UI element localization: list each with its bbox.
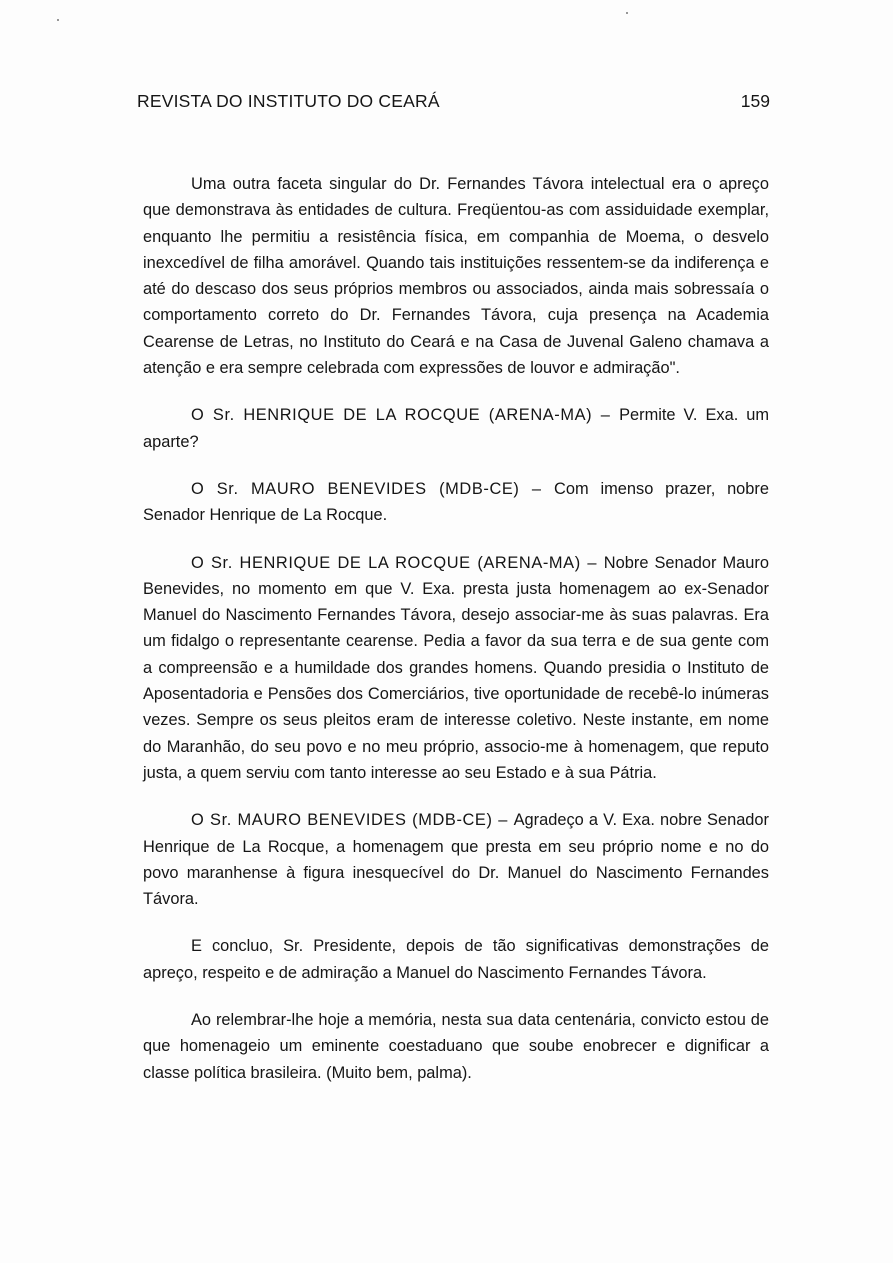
- paragraph-text: Uma outra faceta singular do Dr. Fernandes Távora intelectual era o apreço que demonstrava às entidades de cultura. Freqüentou-as com assiduidade exemplar, enquanto lhe permitiu a resistência física, em companhia de Moema, o desvelo inexcedível de filha amorável. Quando tais instituições ressentem-se da indiferença e até do descaso dos seus próprios membros ou associados, ainda mais sobressaía o comportamento correto do Dr. Fernandes Távora, cuja presença na Academia Cearense de Letras, no Instituto do Ceará e na Casa de Juvenal Galeno chamava a atenção e era sempre celebrada com expressões de louvor e admiração".: [143, 175, 769, 378]
- paragraph-aparte-request: [143, 402, 769, 455]
- running-header: [137, 91, 770, 117]
- speech-text: Nobre Senador Mauro Benevides, no momento em que V. Exa. presta justa homenagem ao ex-Senador Manuel do Nascimento Fernandes Távora, desejo associar-me às suas palavras. Era um fidalgo o representante cearense. Pedia a favor da sua terra e de sua gente com a compreensão e a humildade dos grandes homens. Quando presidia o Instituto de Aposentadoria e Pensões dos Comerciários, tive oportunidade de recebê-lo inúmeras vezes. Sempre os seus pleitos eram de interesse coletivo. Neste instante, em nome do Maranhão, do seu povo e no meu próprio, associo-me à homenagem, que reputo justa, a quem serviu com tanto interesse ao seu Estado e à sua Pátria.: [143, 553, 769, 782]
- scan-speck: [57, 19, 59, 21]
- speaker-label: O Sr. HENRIQUE DE LA ROCQUE (ARENA-MA) –: [191, 406, 620, 425]
- speaker-label: O Sr. HENRIQUE DE LA ROCQUE (ARENA-MA) –: [191, 553, 604, 572]
- speech-text: Com imenso prazer, nobre Senador Henrique de La Rocque.: [143, 479, 769, 525]
- scan-speck: [626, 12, 628, 14]
- speaker-label: O Sr. MAURO BENEVIDES (MDB-CE) –: [191, 811, 514, 830]
- paragraph-aparte-speech: [143, 550, 769, 787]
- page-number: 159: [740, 91, 770, 111]
- paragraph-text: Ao relembrar-lhe hoje a memória, nesta sua data centenária, convicto estou de que homenageio um eminente coestaduano que soube enobrecer e dignificar a classe política brasileira. (Muito bem, palma).: [143, 1011, 769, 1082]
- paragraph-aparte-granted: [143, 476, 769, 529]
- speech-text: Permite V. Exa. um aparte?: [143, 406, 769, 451]
- paragraph-thanks: [143, 807, 769, 912]
- paragraph-conclusion: [143, 933, 769, 986]
- journal-title: REVISTA DO INSTITUTO DO CEARÁ: [137, 91, 440, 111]
- paragraph-tribute: [143, 171, 769, 381]
- paragraph-closing: [143, 1007, 769, 1086]
- speaker-label: O Sr. MAURO BENEVIDES (MDB-CE) –: [191, 479, 555, 498]
- speech-text: Agradeço a V. Exa. nobre Senador Henrique de La Rocque, a homenagem que presta em seu próprio nome e no do povo maranhense à figura inesquecível do Dr. Manuel do Nascimento Fernandes Távora.: [143, 811, 769, 909]
- paragraph-text: E concluo, Sr. Presidente, depois de tão significativas demonstrações de apreço, respeito e de admiração a Manuel do Nascimento Fernandes Távora.: [143, 937, 769, 982]
- article-body: [143, 171, 769, 1086]
